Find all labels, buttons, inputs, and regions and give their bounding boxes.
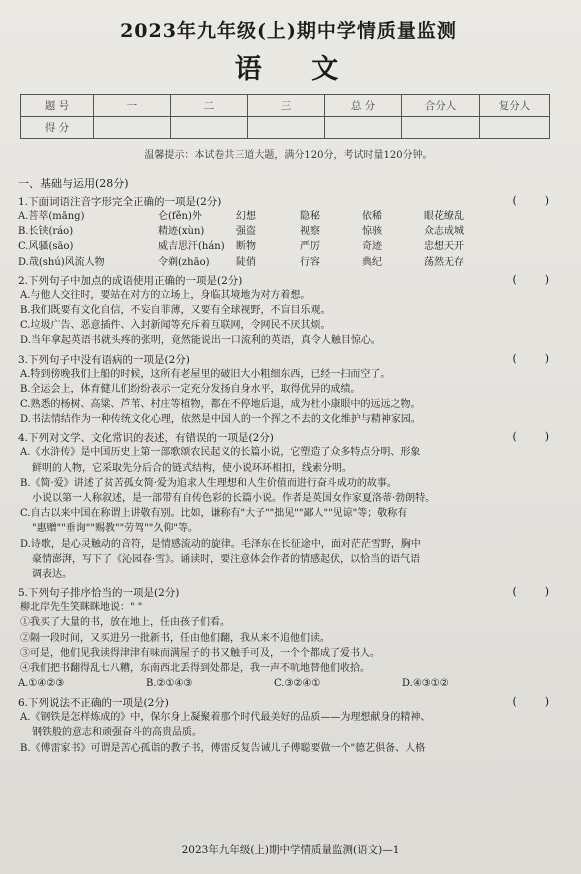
- option-line: C.自古以来中国在称谓上讲敬有别。比如，谦称有"大子""拙见""鄙人""见谅"等；敬称有: [20, 508, 408, 520]
- answer-blank[interactable]: ( ): [512, 695, 549, 709]
- option-cell: D.哉(shú)风流人物: [18, 256, 105, 268]
- question-3-stem: [18, 352, 559, 367]
- option-cell: 眼花缭乱: [424, 211, 464, 222]
- question-2-stem: [18, 273, 559, 288]
- section-heading: 一、基础与运用(28分): [18, 177, 129, 190]
- option-line: B.全运会上，体育健儿们纷纷表示一定充分发扬自身水平，取得优异的成绩。: [20, 383, 361, 395]
- score-input-cell[interactable]: [480, 117, 550, 139]
- choice-c: C.③②④①: [274, 678, 321, 690]
- answer-blank[interactable]: ( ): [512, 585, 549, 599]
- question-5-choices: [18, 676, 559, 692]
- score-input-cell[interactable]: [171, 117, 248, 139]
- option-line: A.与他人交往时，要站在对方的立场上，身临其境地为对方着想。: [20, 289, 311, 301]
- option-cell: 典纪: [362, 256, 382, 268]
- sentence-line: ③可是，他们见我读得津津有味而满屋子的书又触手可及，一个个都成了爱书人。: [20, 647, 380, 659]
- option-cell: 隐秘: [300, 211, 320, 222]
- score-table: [20, 94, 550, 139]
- option-cell: 断物: [236, 241, 256, 253]
- question-1-stem: [18, 194, 559, 209]
- question-stem-text: 3.下列句子中没有语病的一项是(2分): [18, 353, 190, 366]
- score-cell: 一: [94, 95, 171, 117]
- answer-blank[interactable]: ( ): [512, 194, 549, 207]
- score-cell: 合分人: [402, 95, 480, 117]
- score-input-cell[interactable]: [325, 117, 402, 139]
- score-input-cell[interactable]: [248, 117, 325, 139]
- option-cell: 忠想天开: [424, 241, 464, 253]
- option-cell: 视察: [300, 226, 320, 238]
- question-stem-text: 5.下列句子排序恰当的一项是(2分): [18, 587, 180, 600]
- option-cell: 依稀: [362, 211, 382, 222]
- option-line: A.特到傍晚我们上船的时候，这所有老屋里的破旧大小粗细东西，已经一扫而空了。: [20, 368, 391, 380]
- question-4-stem: [18, 430, 559, 445]
- choice-d: D.④③①②: [402, 678, 449, 690]
- option-line: C.熟悉的杨树、高粱、芦苇、村庄等植物，都在不停地后退，成为杜小康眼中的远远之物。: [20, 399, 421, 411]
- option-line: C.垃圾广告、恶意插件、入封新闻等充斥着互联网，令网民不厌其烦。: [20, 320, 331, 332]
- option-cell: 令剃(zhāo): [158, 256, 210, 268]
- question-5-stem: [18, 585, 559, 600]
- question-1-options: [18, 209, 559, 270]
- choice-b: B.②①④③: [146, 678, 193, 690]
- subject-title: 语 文: [234, 54, 359, 85]
- option-line: D.当年拿起英语书就头疼的张明，竟然能说出一口流利的英语，真令人触目惊心。: [20, 335, 381, 347]
- option-cell: 强盗: [236, 226, 256, 238]
- score-input-cell[interactable]: [402, 117, 480, 139]
- option-line: D.书法情结作为一种传统文化心理，依然是中国人的一个挥之不去的文化维护与精神家园。: [20, 414, 421, 426]
- option-line: A.《水浒传》是中国历史上第一部歌颂农民起义的长篇小说，它塑造了众多特点分明、形象: [20, 447, 421, 459]
- option-cell: 荡然无存: [424, 256, 464, 268]
- option-cell: 行容: [300, 256, 320, 268]
- score-cell: 总 分: [325, 95, 402, 117]
- option-line: 鲜明的人物，它采取先分后合的链式结构，使小说环环相扣，线索分明。: [32, 462, 352, 474]
- page-footer: 2023年九年级(上)期中学情质量监测(语文)—1: [181, 844, 400, 856]
- sentence-line: ②隔一段时间，又买进另一批新书，任由他们翻，我从来不追他们读。: [20, 632, 330, 644]
- option-line: B.《简·爱》讲述了贫苦孤女简·爱为追求人生理想和人生价值而进行奋斗成功的故事。: [20, 477, 397, 489]
- option-line: D.诗歌，是心灵触动的音符，是情感流动的旋律。毛泽东在长征途中，面对茫茫雪野，胸中: [20, 538, 421, 550]
- choice-a: A.①④②③: [18, 678, 65, 690]
- option-line: B.我们既要有文化自信，不妄自菲薄，又要有全球视野，不盲目乐观。: [20, 305, 331, 317]
- score-table-header-row: [21, 95, 550, 117]
- answer-blank[interactable]: ( ): [512, 351, 549, 365]
- question-stem-text: 6.下列说法不正确的一项是(2分): [18, 697, 169, 710]
- score-cell: 复分人: [480, 95, 550, 117]
- option-cell: 幻想: [236, 211, 256, 222]
- option-cell: B.长铗(ráo): [18, 226, 74, 238]
- sentence-line: ④我们把书翻得乱七八糟，东南西北丢得到处都是，我一声不吭地替他们收拾。: [20, 663, 370, 675]
- option-line: 钢铁般的意志和顽强奋斗的高贵品质。: [32, 727, 202, 739]
- sentence-line: ①我买了大量的书，放在地上，任由孩子们看。: [20, 617, 230, 629]
- question-stem-text: 1.下面词语注音字形完全正确的一项是(2分): [18, 196, 222, 208]
- exam-title: 2023年九年级(上)期中学情质量监测: [120, 20, 457, 42]
- option-cell: 仑(fěn)外: [158, 211, 202, 222]
- option-cell: 惊骇: [362, 226, 382, 238]
- option-line: "惠赠""垂询""赐教""劳驾""久仰"等。: [32, 523, 198, 535]
- exam-tip: 温馨提示：本试卷共三道大题，满分120分，考试时量120分钟。: [144, 150, 433, 161]
- option-cell: 奇迹: [362, 241, 382, 253]
- question-6-stem: [18, 695, 559, 710]
- score-cell: 二: [171, 95, 248, 117]
- option-cell: 严厉: [300, 241, 320, 253]
- score-input-cell[interactable]: [94, 117, 171, 139]
- question-stem-text: 4.下列对文学、文化常识的表述，有错误的一项是(2分): [18, 432, 274, 445]
- score-table-score-row: [21, 117, 550, 139]
- option-cell: 精迹(xùn): [158, 226, 205, 238]
- score-cell: 题 号: [21, 95, 94, 117]
- option-line: B.《傅雷家书》可谓是苦心孤诣的教子书，傅雷反复告诫儿子傅聪要做一个"德艺俱备、人格: [20, 742, 426, 754]
- option-cell: C.风骚(sāo): [18, 241, 74, 253]
- option-cell: 众志成城: [424, 226, 464, 238]
- option-line: 调表达。: [32, 569, 72, 581]
- answer-blank[interactable]: ( ): [512, 430, 549, 444]
- question-stem-text: 2.下列句子中加点的成语使用正确的一项是(2分): [18, 274, 243, 287]
- option-cell: A.菩萃(māng): [18, 211, 85, 222]
- option-line: 小说以第一人称叙述，是一部带有自传色彩的长篇小说。作者是英国女作家夏洛蒂·勃朗特。: [32, 493, 436, 505]
- question-5-intro: 柳北岸先生笑眯眯地说：" ": [20, 602, 143, 614]
- option-line: A.《钢铁是怎样炼成的》中，保尔身上凝聚着那个时代最美好的品质——为理想献身的精神、: [20, 712, 431, 724]
- score-cell: 得 分: [21, 117, 94, 139]
- answer-blank[interactable]: ( ): [512, 272, 549, 286]
- option-cell: 威吉思汗(hán): [158, 241, 225, 253]
- option-cell: 陡俏: [236, 256, 256, 268]
- option-line: 豪情澎湃，写下了《沁园春·雪》。诵读时，要注意体会作者的情感起伏，以恰当的语气语: [32, 553, 421, 565]
- score-cell: 三: [248, 95, 325, 117]
